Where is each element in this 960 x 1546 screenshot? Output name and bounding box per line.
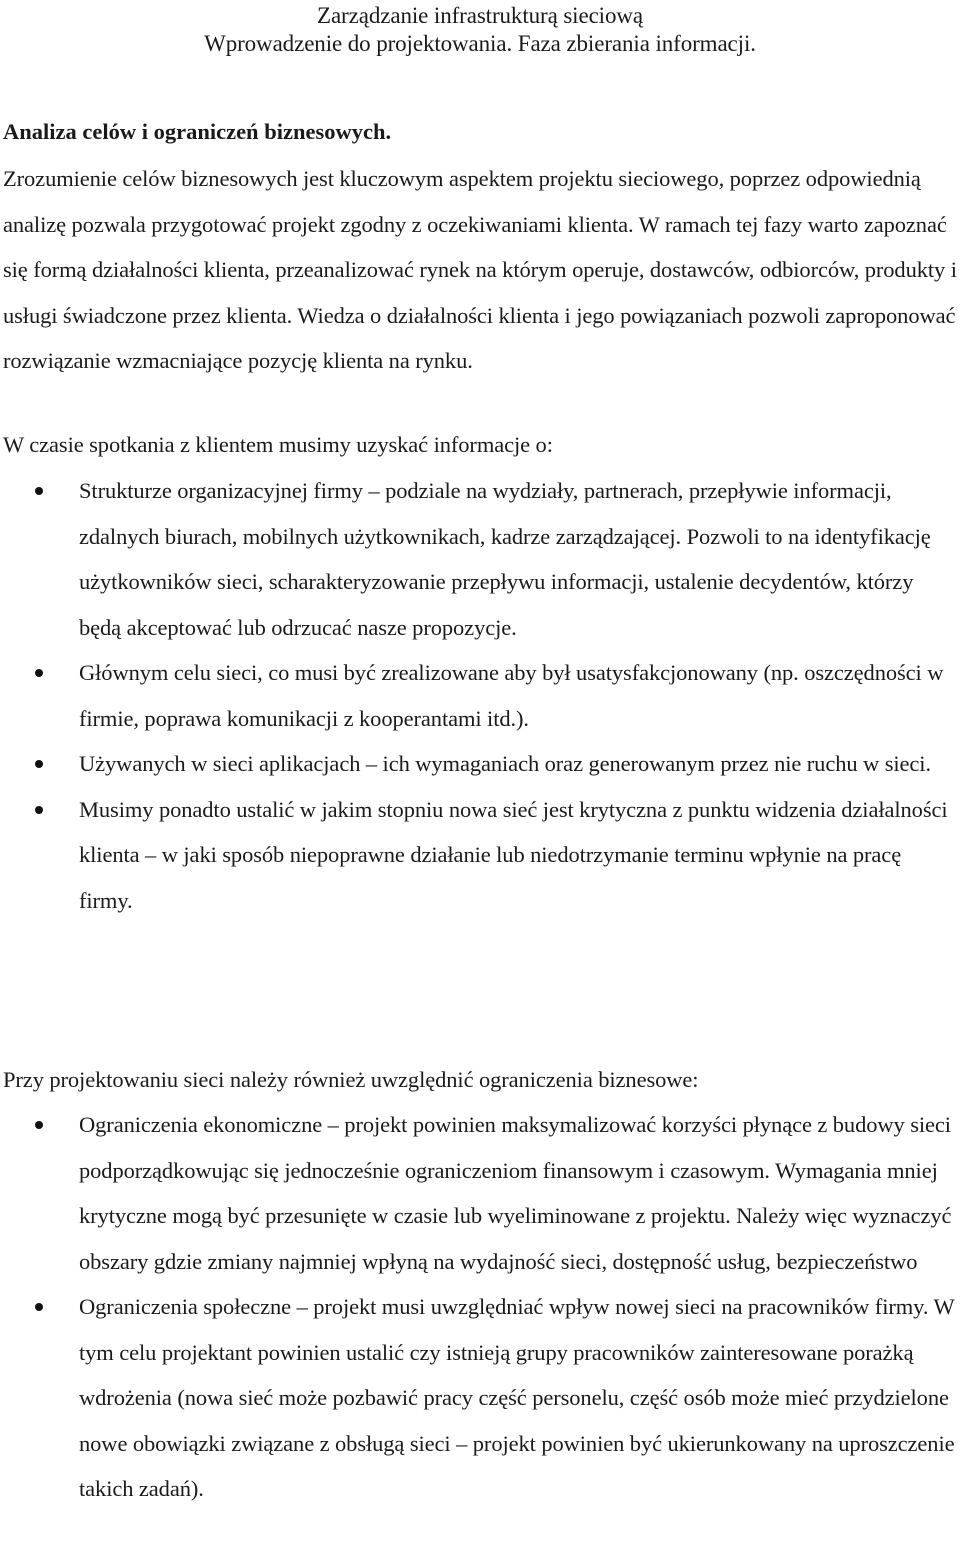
list-item-text: Głównym celu sieci, co musi być zrealizowane aby był usatysfakcjonowany (np. oszczędności w firmie, poprawa komunikacji z kooperantami itd.). [79, 660, 944, 731]
list-item-text: Strukturze organizacyjnej firmy – podziale na wydziały, partnerach, przepływie informacji, zdalnych biurach, mobilnych użytkownikach, kadrze zarządzającej. Pozwoli to na identyfikację użytkowników sieci, scharakteryzowanie przepływu informacji, ustalenie decydentów, którzy będą akceptować lub odrzucać nasze propozycje. [79, 478, 931, 640]
list-item-text: Ograniczenia ekonomiczne – projekt powinien maksymalizować korzyści płynące z budowy sieci podporządkowując się jednocześnie ograniczeniom finansowym i czasowym. Wymagania mniej krytyczne mogą być przesunięte w czasie lub wyeliminowane z projektu. Należy więc wyznaczyć obszary gdzie zmiany najmniej wpłyną na wydajność sieci, dostępność usług, bezpieczeństwo [79, 1112, 952, 1274]
list-item-text: Używanych w sieci aplikacjach – ich wymaganiach oraz generowanym przez nie ruchu w sieci. [79, 751, 931, 776]
constraints-lead-text: Przy projektowaniu sieci należy również uwzględnić ograniczenia biznesowe: [3, 1067, 699, 1092]
meeting-lead-text: W czasie spotkania z klientem musimy uzyskać informacje o: [3, 432, 553, 457]
list-item [0, 741, 960, 787]
header-course-title: Zarządzanie infrastrukturą sieciową [317, 3, 643, 28]
constraints-list [0, 1102, 960, 1512]
list-item [0, 1102, 960, 1284]
header-lecture-title: Wprowadzenie do projektowania. Faza zbierania informacji. [204, 31, 756, 56]
bullet-icon [35, 806, 43, 814]
list-item-text: Ograniczenia społeczne – projekt musi uwzględniać wpływ nowej sieci na pracowników firmy. W tym celu projektant powinien ustalić czy istnieją grupy pracowników zainteresowane porażką wdrożenia (nowa sieć może pozbawić pracy część personelu, część osób może mieć przydzielone nowe obowiązki związane z obsługą sieci – projekt powinien być ukierunkowany na uproszczenie takich zadań). [79, 1294, 955, 1501]
bullet-icon [35, 1121, 43, 1129]
list-item [0, 1284, 960, 1512]
bullet-icon [35, 487, 43, 495]
list-item-text: Musimy ponadto ustalić w jakim stopniu nowa sieć jest krytyczna z punktu widzenia działalności klienta – w jaki sposób niepoprawne działanie lub niedotrzymanie terminu wpłynie na pracę firmy. [79, 796, 948, 913]
list-item [0, 650, 960, 741]
list-item [0, 468, 960, 650]
list-item [0, 787, 960, 924]
section-heading: Analiza celów i ograniczeń biznesowych. [3, 119, 392, 144]
bullet-icon [35, 669, 43, 677]
document-header [0, 0, 960, 58]
bullet-icon [35, 1303, 43, 1311]
intro-paragraph: Zrozumienie celów biznesowych jest kluczowym aspektem projektu sieciowego, poprzez odpowiednią analizę pozwala przygotować projekt zgodny z oczekiwaniami klienta. W ramach tej fazy warto zapoznać się formą działalności klienta, przeanalizować rynek na którym operuje, dostawców, odbiorców, produkty i usługi świadczone przez klienta. Wiedza o działalności klienta i jego powiązaniach pozwoli zaproponować rozwiązanie wzmacniające pozycję klienta na rynku. [3, 166, 957, 373]
bullet-icon [35, 760, 43, 768]
meeting-info-list [0, 468, 960, 923]
